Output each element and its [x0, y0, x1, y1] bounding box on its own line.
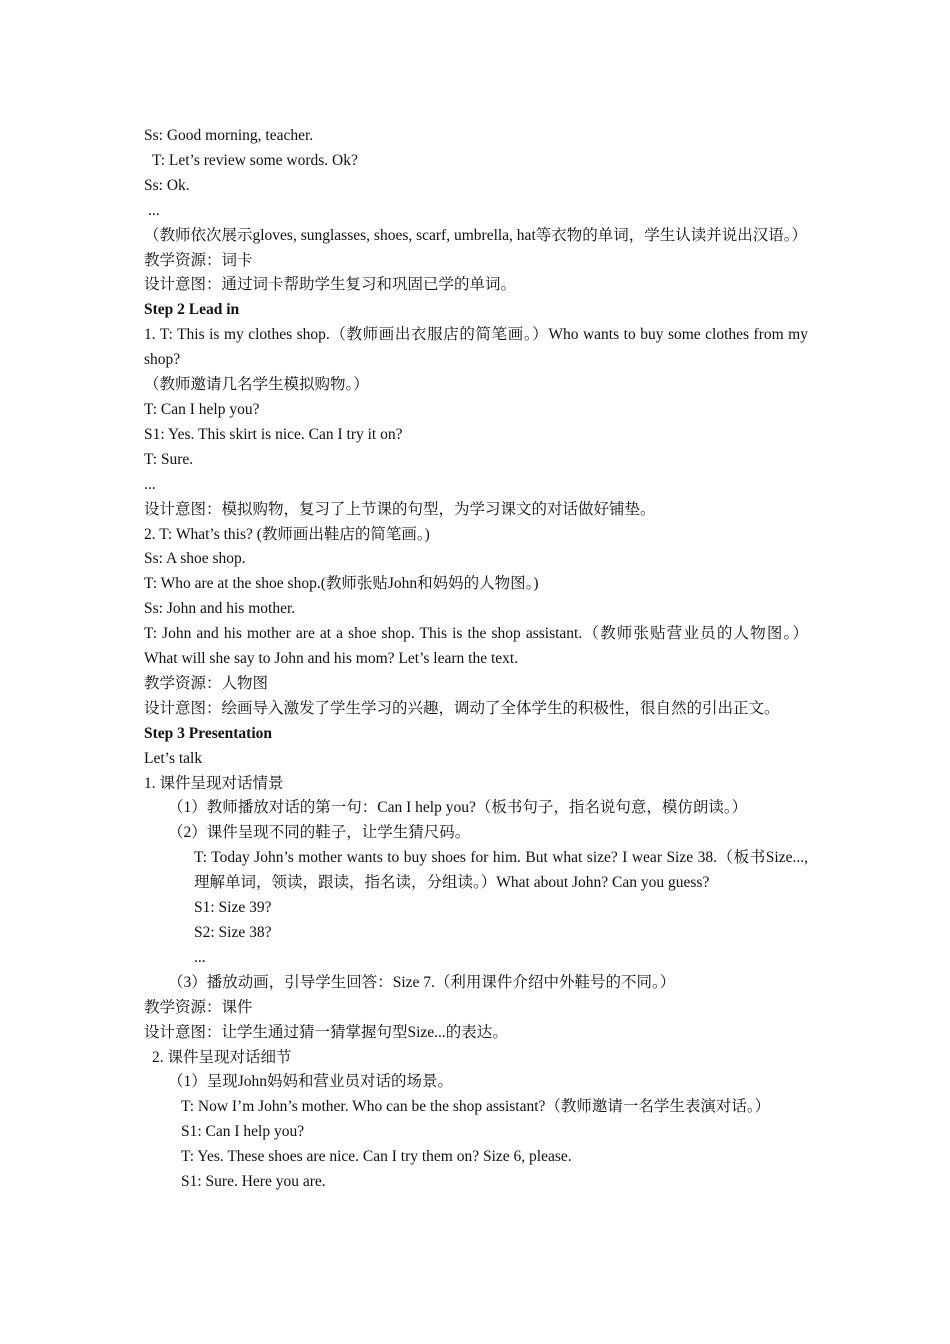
sub-item: （1）教师播放对话的第一句：Can I help you?（板书句子，指名说句意，模仿朗读。）	[168, 799, 748, 817]
dialogue-line: Ss: A shoe shop.	[144, 550, 246, 568]
design-intent: 设计意图：通过词卡帮助学生复习和巩固已学的单词。	[144, 276, 517, 294]
teaching-resource: 教学资源：课件	[144, 998, 253, 1016]
teaching-resource: 教学资源：词卡	[144, 251, 253, 269]
dialogue-line: T: Today John’s mother wants to buy shoes for him. But what size? I wear Size 38.（板书Size..., 理解单词，领读，跟读，指名读，分组读。）What about John? Can you guess?	[194, 849, 808, 892]
ellipsis-line: ...	[148, 201, 160, 219]
ellipsis-line: ...	[194, 948, 206, 966]
dialogue-line: T: Who are at the shoe shop.(教师张贴John和妈妈的人物图。)	[144, 575, 539, 593]
dialogue-line: T: Can I help you?	[144, 400, 260, 418]
dialogue-line: Ss: Ok.	[144, 176, 190, 194]
dialogue-line: S2: Size 38?	[194, 924, 272, 941]
dialogue-line: T: Sure.	[144, 450, 194, 468]
dialogue-line: T: Yes. These shoes are nice. Can I try them on? Size 6, please.	[181, 1148, 572, 1166]
dialogue-line: T: Let’s review some words. Ok?	[152, 151, 358, 169]
numbered-item: 2. 课件呈现对话细节	[152, 1048, 292, 1066]
dialogue-line: 1. T: This is my clothes shop.（教师画出衣服店的简笔画。）Who wants to buy some clothes from my shop?	[144, 326, 808, 369]
teaching-resource: 教学资源：人物图	[144, 674, 269, 692]
design-intent: 设计意图：绘画导入激发了学生学习的兴趣，调动了全体学生的积极性，很自然的引出正文。	[144, 699, 780, 717]
dialogue-line: S1: Size 39?	[194, 899, 272, 917]
document-body	[144, 124, 808, 1195]
dialogue-line: T: John and his mother are at a shoe shop. This is the shop assistant.（教师张贴营业员的人物图。）What will she say to John and his mom? Let’s learn the text.	[144, 625, 808, 668]
dialogue-line: S1: Can I help you?	[181, 1123, 305, 1141]
dialogue-line: Ss: John and his mother.	[144, 600, 296, 618]
numbered-item: 1. 课件呈现对话情景	[144, 774, 284, 792]
section-title: Let’s talk	[144, 749, 203, 767]
ellipsis-line: ...	[144, 475, 156, 493]
step-heading: Step 2 Lead in	[144, 301, 240, 319]
design-intent: 设计意图：让学生通过猜一猜掌握句型Size...的表达。	[144, 1023, 508, 1041]
dialogue-line: T: Now I’m John’s mother. Who can be the shop assistant?（教师邀请一名学生表演对话。）	[181, 1098, 771, 1116]
step-heading: Step 3 Presentation	[144, 724, 273, 742]
dialogue-line: S1: Yes. This skirt is nice. Can I try it on?	[144, 425, 403, 443]
design-intent: 设计意图：模拟购物，复习了上节课的句型，为学习课文的对话做好铺垫。	[144, 500, 656, 518]
dialogue-line: Ss: Good morning, teacher.	[144, 127, 314, 144]
teacher-note: （教师邀请几名学生模拟购物。）	[144, 376, 369, 394]
dialogue-line: 2. T: What’s this? (教师画出鞋店的简笔画。)	[144, 525, 430, 543]
sub-item: （1）呈现John妈妈和营业员对话的场景。	[168, 1073, 454, 1091]
dialogue-line: S1: Sure. Here you are.	[181, 1173, 326, 1191]
teacher-note: （教师依次展示gloves, sunglasses, shoes, scarf, umbrella, hat等衣物的单词，学生认读并说出汉语。）	[144, 226, 807, 244]
sub-item: （2）课件呈现不同的鞋子，让学生猜尺码。	[168, 824, 471, 842]
sub-item: （3）播放动画，引导学生回答：Size 7.（利用课件介绍中外鞋号的不同。）	[168, 973, 676, 991]
